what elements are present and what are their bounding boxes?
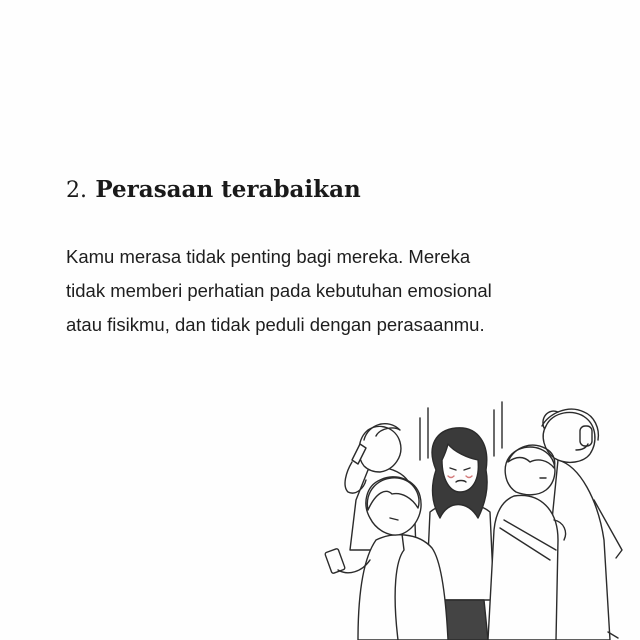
crowd-illustration [318, 400, 640, 640]
body-paragraph [66, 240, 586, 342]
body-line: atau fisikmu, dan tidak peduli dengan perasaanmu. [66, 314, 485, 335]
section-title: Perasaan terabaikan [95, 176, 361, 203]
body-line: tidak memberi perhatian pada kebutuhan emosional [66, 280, 492, 301]
crowd-ignoring-sad-girl-icon [318, 400, 640, 640]
section-heading [66, 174, 361, 203]
section-number: 2. [66, 178, 87, 203]
body-line: Kamu merasa tidak penting bagi mereka. Mereka [66, 246, 471, 267]
